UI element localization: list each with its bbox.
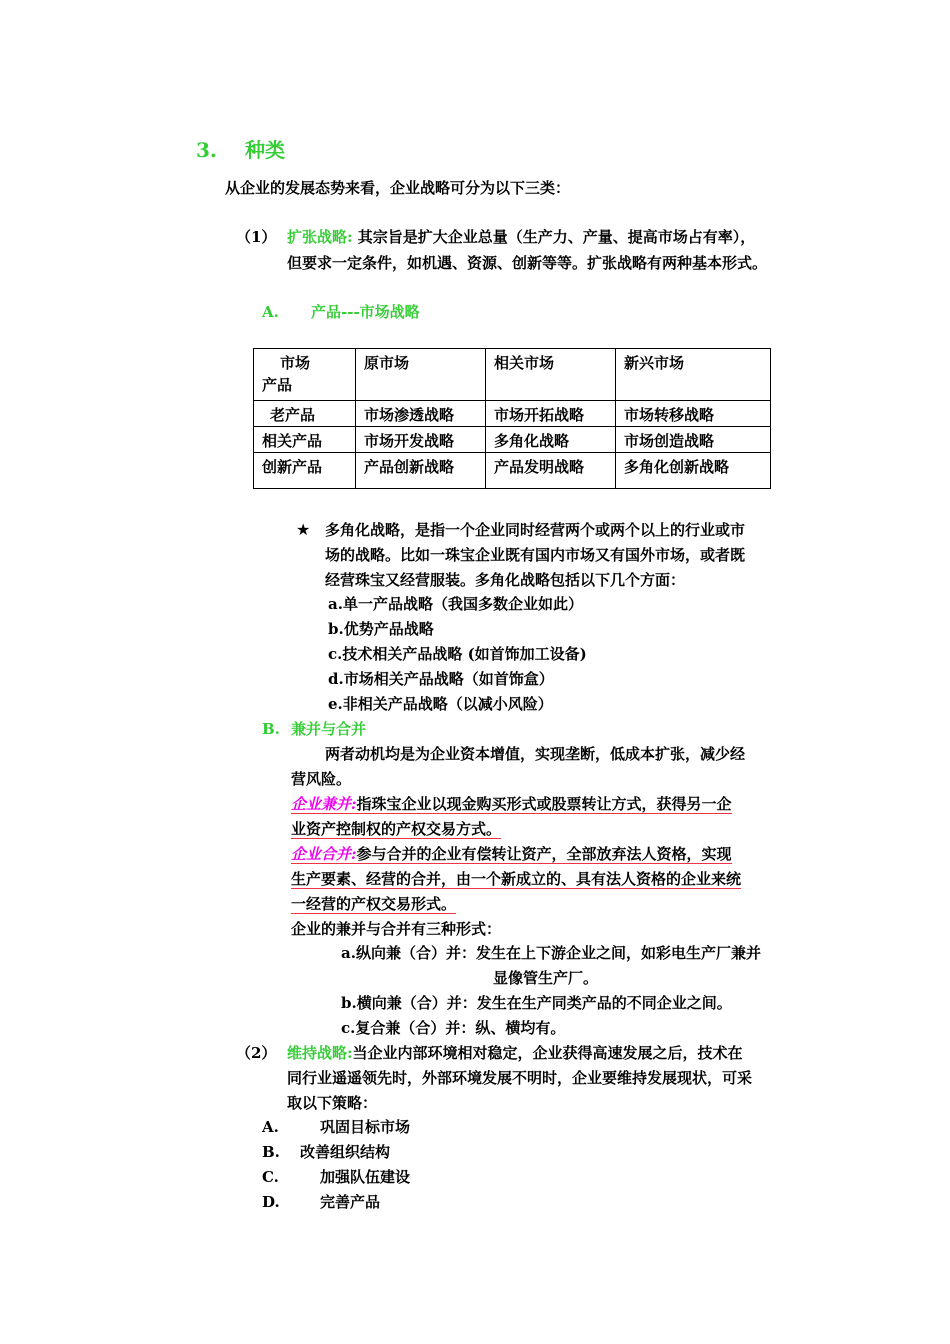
table-header-cell: 原市场 — [356, 349, 486, 401]
product-market-table — [253, 348, 771, 489]
table-cell: 产品创新战略 — [356, 453, 486, 489]
star-line1: 多角化战略，是指一个企业同时经营两个或两个以上的行业或市 — [325, 521, 746, 539]
item2-text1: 当企业内部环境相对稳定，企业获得高速发展之后，技术在 — [352, 1044, 743, 1062]
table-row — [254, 401, 771, 427]
item1-number: （1） — [236, 228, 277, 246]
merger-text2: 业资产控制权的产权交易方式。 — [291, 820, 502, 838]
list-item: c.技术相关产品战略 (如首饰加工设备) — [328, 645, 587, 663]
table-cell: 产品发明战略 — [486, 453, 616, 489]
strategy-text: 完善产品 — [320, 1193, 381, 1211]
subB-letter: B. — [262, 720, 280, 738]
subA-title: 产品---市场战略 — [311, 303, 420, 321]
table-header-row — [254, 349, 771, 401]
table-cell: 市场创造战略 — [616, 427, 771, 453]
forms-intro: 企业的兼并与合并有三种形式： — [291, 920, 502, 938]
list-item: e.非相关产品战略（以减小风险） — [328, 695, 553, 713]
strategy-letter: D. — [262, 1193, 280, 1211]
item1-text1: 其宗旨是扩大企业总量（生产力、产量、提高市场占有率）， — [352, 228, 756, 246]
subB-title: 兼并与合并 — [291, 720, 367, 738]
consol-line1 — [291, 844, 732, 864]
list-item: a.单一产品战略（我国多数企业如此） — [328, 595, 583, 613]
star-icon: ★ — [296, 520, 311, 539]
table-cell: 市场转移战略 — [616, 401, 771, 427]
form-b: b.横向兼（合）并：发生在生产同类产品的不同企业之间。 — [341, 994, 732, 1012]
star-line3: 经营珠宝又经营服装。多角化战略包括以下几个方面： — [325, 571, 686, 589]
strategy-text: 巩固目标市场 — [320, 1118, 411, 1136]
strategy-letter: B. — [262, 1143, 280, 1161]
table-row-label: 相关产品 — [254, 427, 356, 453]
consol-line3 — [291, 894, 456, 914]
table-row — [254, 453, 771, 489]
table-cell: 市场开发战略 — [356, 427, 486, 453]
table-row-label: 老产品 — [254, 401, 356, 427]
strategy-text: 加强队伍建设 — [320, 1168, 411, 1186]
table-cell: 市场开拓战略 — [486, 401, 616, 427]
form-a-line2: 显像管生产厂。 — [493, 969, 599, 987]
table-header-cell: 新兴市场 — [616, 349, 771, 401]
list-item: d.市场相关产品战略（如首饰盒） — [328, 670, 554, 688]
table-cell: 多角化战略 — [486, 427, 616, 453]
table-row-label: 创新产品 — [254, 453, 356, 489]
consol-text1: 参与合并的企业有偿转让资产，全部放弃法人资格，实现 — [356, 845, 732, 863]
table-cell: 市场渗透战略 — [356, 401, 486, 427]
merger-line2 — [291, 819, 501, 839]
section-title: 种类 — [245, 138, 285, 162]
item1-label: 扩张战略: — [287, 228, 353, 246]
form-c: c.复合兼（合）并：纵、横均有。 — [341, 1019, 566, 1037]
consol-text2: 生产要素、经营的合并，由一个新成立的、具有法人资格的企业来统 — [291, 870, 742, 888]
list-item: b.优势产品战略 — [328, 620, 434, 638]
consol-label: 企业合并: — [291, 845, 357, 863]
consol-text3: 一经营的产权交易形式。 — [291, 895, 457, 913]
item1-line1 — [287, 227, 755, 247]
strategy-text: 改善组织结构 — [300, 1143, 391, 1161]
corner-top: 市场 — [280, 354, 311, 372]
strategy-letter: A. — [262, 1118, 279, 1136]
item2-line2: 同行业遥遥领先时，外部环境发展不明时，企业要维持发展现状，可采 — [287, 1069, 753, 1087]
consol-line2 — [291, 869, 741, 889]
subB-p1-line2: 营风险。 — [291, 770, 352, 788]
strategy-letter: C. — [262, 1168, 279, 1186]
table-header-cell: 相关市场 — [486, 349, 616, 401]
table-row — [254, 427, 771, 453]
item2-line1 — [287, 1043, 743, 1063]
form-a-line1: a.纵向兼（合）并：发生在上下游企业之间，如彩电生产厂兼并 — [341, 944, 761, 962]
star-line2: 场的战略。比如一珠宝企业既有国内市场又有国外市场，或者既 — [325, 546, 746, 564]
merger-line1 — [291, 794, 732, 814]
table-corner-cell — [254, 349, 356, 401]
corner-bottom: 产品 — [262, 376, 293, 394]
item2-line3: 取以下策略： — [287, 1094, 378, 1112]
section-number: 3. — [196, 138, 217, 162]
merger-label: 企业兼并: — [291, 795, 357, 813]
table-cell: 多角化创新战略 — [616, 453, 771, 489]
merger-text1: 指珠宝企业以现金购买形式或股票转让方式，获得另一企 — [356, 795, 732, 813]
item1-line2: 但要求一定条件，如机遇、资源、创新等等。扩张战略有两种基本形式。 — [287, 254, 768, 272]
item2-label: 维持战略: — [287, 1044, 353, 1062]
subA-letter: A. — [262, 303, 279, 321]
item2-number: （2） — [236, 1044, 277, 1062]
intro-text: 从企业的发展态势来看，企业战略可分为以下三类： — [225, 179, 571, 197]
subB-p1-line1: 两者动机均是为企业资本增值，实现垄断，低成本扩张，减少经 — [325, 745, 746, 763]
